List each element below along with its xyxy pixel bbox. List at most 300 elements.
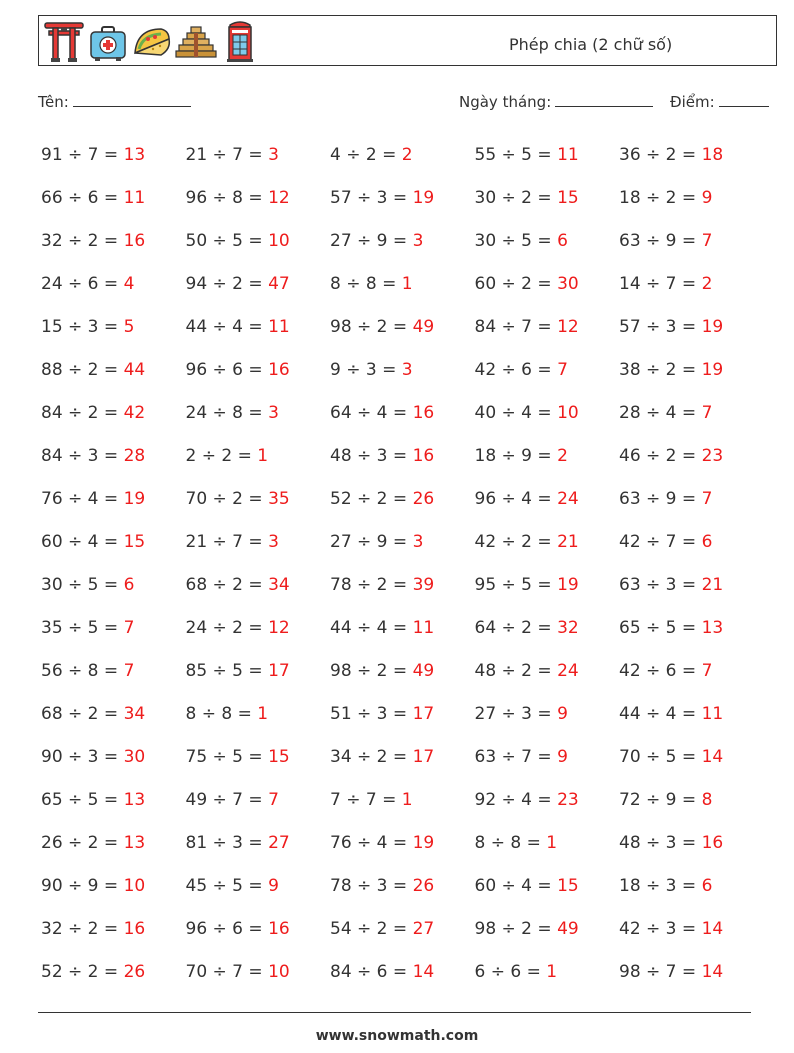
problem-question: 64 ÷ 2 = <box>474 618 558 638</box>
footer-url: www.snowmath.com <box>315 1028 479 1044</box>
problem-question: 91 ÷ 7 = <box>41 145 124 165</box>
problem-item <box>186 478 331 521</box>
problem-answer: 7 <box>701 403 713 423</box>
problem-item <box>186 220 331 263</box>
problem-question: 50 ÷ 5 = <box>185 231 269 251</box>
problem-question: 98 ÷ 2 = <box>474 919 558 939</box>
problem-item <box>41 478 186 521</box>
problem-answer: 2 <box>401 145 413 165</box>
problem-answer: 1 <box>546 833 558 853</box>
problem-item <box>41 263 186 306</box>
problem-answer: 32 <box>557 618 579 638</box>
problem-answer: 14 <box>701 919 724 939</box>
problem-item <box>186 134 331 177</box>
torii-gate-icon <box>43 19 85 63</box>
problem-answer: 34 <box>123 704 146 724</box>
problem-question: 34 ÷ 2 = <box>330 747 413 767</box>
problem-answer: 16 <box>412 403 435 423</box>
problem-answer: 9 <box>557 747 568 767</box>
problem-answer: 9 <box>268 876 279 896</box>
problem-answer: 6 <box>701 876 713 896</box>
pyramid-icon <box>175 19 217 63</box>
phone-booth-icon <box>219 19 261 63</box>
problem-question: 68 ÷ 2 = <box>185 575 269 595</box>
problem-question: 70 ÷ 5 = <box>619 747 702 767</box>
name-label: Tên: <box>38 93 69 111</box>
footer-divider <box>38 1012 751 1013</box>
problem-item <box>330 263 475 306</box>
problem-item <box>475 865 620 908</box>
problem-item <box>41 779 186 822</box>
problem-answer: 1 <box>401 790 413 810</box>
problem-question: 35 ÷ 5 = <box>41 618 124 638</box>
problem-answer: 10 <box>268 231 290 251</box>
problem-answer: 35 <box>268 489 290 509</box>
problem-question: 9 ÷ 3 = <box>330 360 402 380</box>
header-icons <box>43 19 261 63</box>
problem-question: 65 ÷ 5 = <box>619 618 702 638</box>
problem-question: 98 ÷ 2 = <box>330 661 413 681</box>
problem-item <box>41 650 186 693</box>
problem-answer: 9 <box>557 704 568 724</box>
problem-answer: 3 <box>412 231 424 251</box>
problem-answer: 26 <box>123 962 146 982</box>
problem-question: 81 ÷ 3 = <box>185 833 269 853</box>
problem-question: 72 ÷ 9 = <box>619 790 702 810</box>
problem-answer: 39 <box>412 575 435 595</box>
problem-answer: 7 <box>123 618 135 638</box>
problem-item <box>186 865 331 908</box>
problem-item <box>186 521 331 564</box>
problem-answer: 13 <box>123 145 146 165</box>
problem-question: 15 ÷ 3 = <box>41 317 124 337</box>
problem-answer: 24 <box>557 661 579 681</box>
problem-answer: 14 <box>701 747 724 767</box>
problem-item <box>41 865 186 908</box>
problem-question: 40 ÷ 4 = <box>474 403 558 423</box>
problem-item <box>41 349 186 392</box>
score-field[interactable] <box>670 92 769 111</box>
problem-item <box>475 564 620 607</box>
problem-item <box>41 564 186 607</box>
problem-item <box>475 521 620 564</box>
problem-answer: 19 <box>412 188 435 208</box>
date-label: Ngày tháng: <box>459 93 552 111</box>
problem-item <box>330 392 475 435</box>
problem-item <box>619 392 764 435</box>
problem-item <box>41 306 186 349</box>
problem-question: 42 ÷ 3 = <box>619 919 702 939</box>
problem-question: 96 ÷ 6 = <box>185 360 269 380</box>
problem-item <box>619 349 764 392</box>
problem-answer: 7 <box>123 661 135 681</box>
problem-item <box>475 177 620 220</box>
problem-answer: 13 <box>123 790 146 810</box>
problem-question: 66 ÷ 6 = <box>41 188 124 208</box>
problem-question: 24 ÷ 8 = <box>185 403 269 423</box>
problem-item <box>41 392 186 435</box>
problem-answer: 23 <box>557 790 579 810</box>
problem-question: 96 ÷ 6 = <box>185 919 269 939</box>
problem-item <box>330 220 475 263</box>
taco-icon <box>131 19 173 63</box>
problem-item <box>186 177 331 220</box>
problem-answer: 15 <box>268 747 290 767</box>
problem-question: 70 ÷ 2 = <box>185 489 269 509</box>
problem-answer: 13 <box>701 618 724 638</box>
problem-question: 95 ÷ 5 = <box>474 575 558 595</box>
name-field[interactable] <box>38 92 191 111</box>
score-blank[interactable] <box>719 92 769 107</box>
problem-answer: 19 <box>412 833 435 853</box>
problem-question: 90 ÷ 9 = <box>41 876 124 896</box>
problem-answer: 16 <box>268 919 290 939</box>
problem-question: 27 ÷ 3 = <box>474 704 558 724</box>
problem-question: 65 ÷ 5 = <box>41 790 124 810</box>
problem-answer: 3 <box>268 145 279 165</box>
problem-item <box>330 865 475 908</box>
problem-question: 36 ÷ 2 = <box>619 145 702 165</box>
problem-item <box>475 822 620 865</box>
problem-answer: 7 <box>701 489 713 509</box>
problem-item <box>41 435 186 478</box>
problem-answer: 16 <box>701 833 724 853</box>
problem-item <box>330 908 475 951</box>
problem-item <box>41 177 186 220</box>
problem-question: 38 ÷ 2 = <box>619 360 702 380</box>
problem-question: 4 ÷ 2 = <box>330 145 402 165</box>
problem-answer: 26 <box>412 489 435 509</box>
problem-item <box>186 693 331 736</box>
problem-answer: 6 <box>701 532 713 552</box>
problem-answer: 3 <box>401 360 413 380</box>
problem-question: 85 ÷ 5 = <box>185 661 269 681</box>
problem-item <box>41 908 186 951</box>
problem-item <box>619 478 764 521</box>
problem-answer: 30 <box>557 274 579 294</box>
problem-answer: 49 <box>412 317 435 337</box>
problem-answer: 12 <box>268 618 290 638</box>
problem-answer: 7 <box>268 790 279 810</box>
problem-item <box>475 306 620 349</box>
problem-item <box>619 435 764 478</box>
problem-item <box>619 177 764 220</box>
problem-item <box>330 779 475 822</box>
problem-item <box>186 908 331 951</box>
problem-answer: 27 <box>268 833 290 853</box>
problem-question: 18 ÷ 9 = <box>474 446 558 466</box>
problem-question: 78 ÷ 2 = <box>330 575 413 595</box>
problem-answer: 19 <box>701 360 724 380</box>
problem-item <box>475 693 620 736</box>
first-aid-kit-icon <box>87 19 129 63</box>
problem-question: 60 ÷ 4 = <box>41 532 124 552</box>
problem-question: 57 ÷ 3 = <box>619 317 702 337</box>
problem-item <box>186 349 331 392</box>
problem-item <box>330 607 475 650</box>
problem-item <box>41 134 186 177</box>
problem-answer: 30 <box>123 747 146 767</box>
problem-question: 68 ÷ 2 = <box>41 704 124 724</box>
problem-item <box>475 263 620 306</box>
problem-answer: 3 <box>268 532 279 552</box>
problem-answer: 28 <box>123 446 146 466</box>
problem-question: 90 ÷ 3 = <box>41 747 124 767</box>
problem-item <box>186 564 331 607</box>
problem-answer: 34 <box>268 575 290 595</box>
problem-question: 8 ÷ 8 = <box>474 833 547 853</box>
problem-item <box>41 693 186 736</box>
problem-question: 30 ÷ 2 = <box>474 188 558 208</box>
problem-question: 88 ÷ 2 = <box>41 360 124 380</box>
problem-question: 30 ÷ 5 = <box>41 575 124 595</box>
problem-item <box>330 736 475 779</box>
problem-item <box>475 607 620 650</box>
problem-answer: 16 <box>268 360 290 380</box>
problem-answer: 3 <box>412 532 424 552</box>
problem-answer: 47 <box>268 274 290 294</box>
worksheet-header <box>38 15 777 66</box>
problem-item <box>619 865 764 908</box>
problem-question: 92 ÷ 4 = <box>474 790 558 810</box>
problem-question: 18 ÷ 2 = <box>619 188 702 208</box>
problem-question: 42 ÷ 2 = <box>474 532 558 552</box>
problem-item <box>475 435 620 478</box>
problem-question: 42 ÷ 6 = <box>474 360 558 380</box>
problem-question: 52 ÷ 2 = <box>330 489 413 509</box>
problem-question: 49 ÷ 7 = <box>185 790 269 810</box>
problem-question: 30 ÷ 5 = <box>474 231 558 251</box>
problem-item <box>619 736 764 779</box>
problem-item <box>330 693 475 736</box>
problem-answer: 11 <box>268 317 290 337</box>
problem-question: 84 ÷ 3 = <box>41 446 124 466</box>
problem-question: 55 ÷ 5 = <box>474 145 558 165</box>
problem-answer: 49 <box>412 661 435 681</box>
problem-question: 24 ÷ 2 = <box>185 618 269 638</box>
problem-item <box>330 951 475 994</box>
problem-answer: 27 <box>412 919 435 939</box>
problem-item <box>186 736 331 779</box>
problem-item <box>619 650 764 693</box>
problem-question: 60 ÷ 2 = <box>474 274 558 294</box>
problem-answer: 1 <box>257 704 269 724</box>
problem-question: 98 ÷ 7 = <box>619 962 702 982</box>
problem-question: 8 ÷ 8 = <box>185 704 258 724</box>
problem-question: 96 ÷ 8 = <box>185 188 269 208</box>
problem-question: 94 ÷ 2 = <box>185 274 269 294</box>
problem-question: 98 ÷ 2 = <box>330 317 413 337</box>
problem-question: 76 ÷ 4 = <box>330 833 413 853</box>
problem-question: 44 ÷ 4 = <box>330 618 413 638</box>
problem-answer: 11 <box>412 618 435 638</box>
problem-question: 57 ÷ 3 = <box>330 188 413 208</box>
problem-answer: 2 <box>557 446 568 466</box>
problem-answer: 2 <box>701 274 713 294</box>
problem-answer: 44 <box>123 360 146 380</box>
problem-question: 27 ÷ 9 = <box>330 231 413 251</box>
problem-question: 84 ÷ 6 = <box>330 962 413 982</box>
problem-item <box>475 478 620 521</box>
problem-question: 18 ÷ 3 = <box>619 876 702 896</box>
problem-answer: 6 <box>123 575 135 595</box>
worksheet-title: Phép chia (2 chữ số) <box>509 35 673 54</box>
problem-answer: 4 <box>123 274 135 294</box>
problem-item <box>186 435 331 478</box>
problem-item <box>330 478 475 521</box>
problem-answer: 5 <box>123 317 135 337</box>
problem-item <box>186 306 331 349</box>
problem-question: 24 ÷ 6 = <box>41 274 124 294</box>
problem-answer: 12 <box>557 317 579 337</box>
problem-answer: 9 <box>701 188 713 208</box>
date-blank[interactable] <box>555 92 653 107</box>
problem-item <box>619 220 764 263</box>
problem-item <box>330 564 475 607</box>
problem-question: 78 ÷ 3 = <box>330 876 413 896</box>
problem-question: 8 ÷ 8 = <box>330 274 402 294</box>
problem-item <box>186 822 331 865</box>
problem-item <box>330 349 475 392</box>
problem-item <box>41 822 186 865</box>
problem-question: 76 ÷ 4 = <box>41 489 124 509</box>
problem-item <box>41 607 186 650</box>
problem-answer: 10 <box>123 876 146 896</box>
problem-answer: 1 <box>401 274 413 294</box>
problem-item <box>475 134 620 177</box>
problem-item <box>475 220 620 263</box>
problem-item <box>186 263 331 306</box>
problem-question: 48 ÷ 3 = <box>330 446 413 466</box>
problem-item <box>186 951 331 994</box>
problem-question: 7 ÷ 7 = <box>330 790 402 810</box>
problem-item <box>619 951 764 994</box>
problem-question: 63 ÷ 9 = <box>619 231 702 251</box>
problem-question: 45 ÷ 5 = <box>185 876 269 896</box>
problem-answer: 16 <box>123 231 146 251</box>
problem-grid <box>41 134 761 994</box>
problem-answer: 15 <box>557 876 579 896</box>
problem-question: 48 ÷ 2 = <box>474 661 558 681</box>
problem-answer: 6 <box>557 231 568 251</box>
problem-question: 84 ÷ 7 = <box>474 317 558 337</box>
problem-answer: 1 <box>546 962 558 982</box>
problem-question: 84 ÷ 2 = <box>41 403 124 423</box>
problem-item <box>475 779 620 822</box>
problem-answer: 14 <box>701 962 724 982</box>
name-blank[interactable] <box>73 92 191 107</box>
problem-question: 26 ÷ 2 = <box>41 833 124 853</box>
problem-answer: 11 <box>557 145 579 165</box>
problem-answer: 16 <box>412 446 435 466</box>
problem-item <box>330 521 475 564</box>
problem-question: 63 ÷ 3 = <box>619 575 702 595</box>
problem-item <box>619 564 764 607</box>
problem-question: 63 ÷ 9 = <box>619 489 702 509</box>
problem-question: 21 ÷ 7 = <box>185 145 269 165</box>
problem-item <box>41 736 186 779</box>
problem-answer: 26 <box>412 876 435 896</box>
problem-question: 63 ÷ 7 = <box>474 747 558 767</box>
problem-item <box>619 779 764 822</box>
problem-answer: 17 <box>412 704 435 724</box>
problem-answer: 18 <box>701 145 724 165</box>
problem-answer: 24 <box>557 489 579 509</box>
problem-answer: 7 <box>701 661 713 681</box>
problem-item <box>619 134 764 177</box>
problem-question: 48 ÷ 3 = <box>619 833 702 853</box>
problem-question: 27 ÷ 9 = <box>330 532 413 552</box>
problem-item <box>330 822 475 865</box>
problem-question: 42 ÷ 7 = <box>619 532 702 552</box>
problem-item <box>330 306 475 349</box>
problem-answer: 11 <box>123 188 146 208</box>
problem-item <box>330 435 475 478</box>
problem-answer: 14 <box>412 962 435 982</box>
problem-answer: 21 <box>701 575 724 595</box>
problem-item <box>475 349 620 392</box>
problem-item <box>619 908 764 951</box>
problem-answer: 49 <box>557 919 579 939</box>
problem-answer: 19 <box>557 575 579 595</box>
problem-question: 64 ÷ 4 = <box>330 403 413 423</box>
problem-question: 54 ÷ 2 = <box>330 919 413 939</box>
problem-question: 28 ÷ 4 = <box>619 403 702 423</box>
problem-answer: 23 <box>701 446 724 466</box>
problem-question: 70 ÷ 7 = <box>185 962 269 982</box>
problem-answer: 13 <box>123 833 146 853</box>
problem-item <box>186 779 331 822</box>
problem-answer: 19 <box>123 489 146 509</box>
problem-item <box>186 650 331 693</box>
problem-question: 56 ÷ 8 = <box>41 661 124 681</box>
problem-answer: 42 <box>123 403 146 423</box>
problem-question: 6 ÷ 6 = <box>474 962 547 982</box>
problem-answer: 11 <box>701 704 724 724</box>
problem-answer: 10 <box>557 403 579 423</box>
problem-answer: 7 <box>557 360 568 380</box>
problem-item <box>619 607 764 650</box>
problem-item <box>41 951 186 994</box>
problem-question: 60 ÷ 4 = <box>474 876 558 896</box>
problem-item <box>619 263 764 306</box>
problem-item <box>41 220 186 263</box>
problem-question: 44 ÷ 4 = <box>619 704 702 724</box>
problem-answer: 16 <box>123 919 146 939</box>
problem-answer: 17 <box>268 661 290 681</box>
problem-item <box>619 822 764 865</box>
problem-answer: 1 <box>257 446 269 466</box>
problem-item <box>186 392 331 435</box>
date-field[interactable] <box>459 92 653 111</box>
score-label: Điểm: <box>670 93 715 111</box>
problem-item <box>619 693 764 736</box>
problem-question: 42 ÷ 6 = <box>619 661 702 681</box>
problem-question: 44 ÷ 4 = <box>185 317 269 337</box>
problem-item <box>475 908 620 951</box>
problem-answer: 3 <box>268 403 279 423</box>
problem-question: 14 ÷ 7 = <box>619 274 702 294</box>
problem-question: 32 ÷ 2 = <box>41 919 124 939</box>
problem-item <box>475 736 620 779</box>
problem-item <box>619 306 764 349</box>
problem-item <box>330 134 475 177</box>
problem-item <box>475 392 620 435</box>
problem-answer: 7 <box>701 231 713 251</box>
problem-question: 51 ÷ 3 = <box>330 704 413 724</box>
problem-item <box>475 951 620 994</box>
problem-question: 2 ÷ 2 = <box>185 446 258 466</box>
